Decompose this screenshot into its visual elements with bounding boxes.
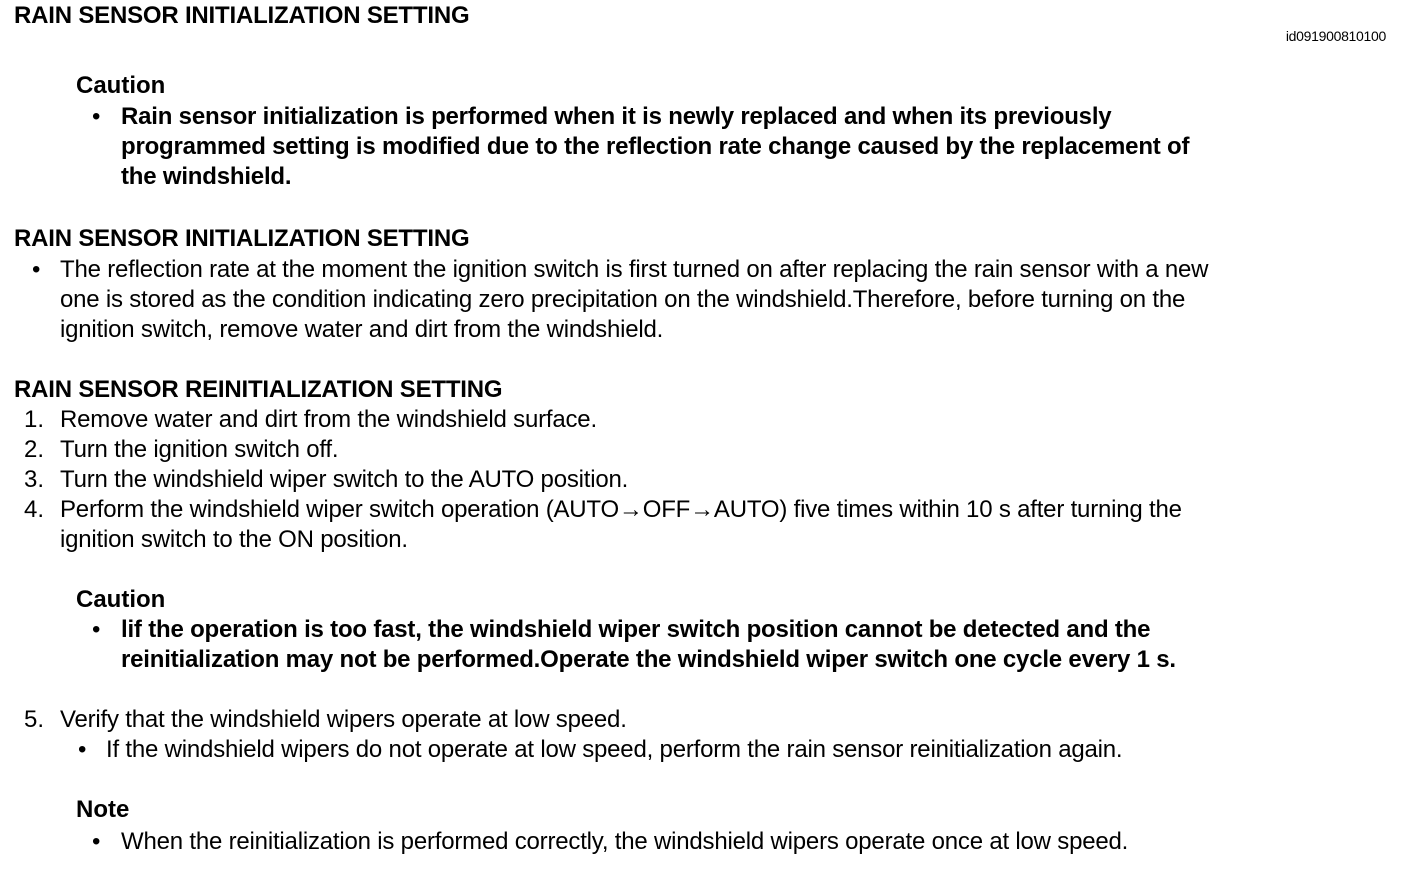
caution-text-line-2: programmed setting is modified due to the reflection rate change caused by the replacement of xyxy=(121,133,1190,160)
step-text: Turn the ignition switch off. xyxy=(60,436,339,463)
note-text: When the reinitialization is performed correctly, the windshield wipers operate once at low speed. xyxy=(121,828,1129,855)
step-text: Perform the windshield wiper switch operation (AUTO→OFF→AUTO) five times within 10 s after turning the xyxy=(60,496,1182,523)
bullet-icon: • xyxy=(92,828,101,855)
section-heading-initialization: RAIN SENSOR INITIALIZATION SETTING xyxy=(14,225,470,252)
section-heading-reinitialization: RAIN SENSOR REINITIALIZATION SETTING xyxy=(14,376,503,403)
document-id: id091900810100 xyxy=(1285,28,1386,44)
caution-text-line-1: Rain sensor initialization is performed when it is newly replaced and when its previously xyxy=(121,103,1112,130)
caution-text-line-3: the windshield. xyxy=(121,163,292,190)
bullet-icon: • xyxy=(32,256,41,283)
init-text-line-2: one is stored as the condition indicating zero precipitation on the windshield.Therefore, before turning on the xyxy=(60,286,1186,313)
init-text-line-1: The reflection rate at the moment the ignition switch is first turned on after replacing the rain sensor with a new xyxy=(60,256,1209,283)
note-title: Note xyxy=(76,796,130,823)
step-text-continued: ignition switch to the ON position. xyxy=(60,526,408,553)
step-text: Verify that the windshield wipers operate at low speed. xyxy=(60,706,627,733)
bullet-icon: • xyxy=(92,616,101,643)
step-number: 3. xyxy=(24,466,45,493)
step-text: Remove water and dirt from the windshield surface. xyxy=(60,406,597,433)
step-number: 2. xyxy=(24,436,45,463)
step-number: 1. xyxy=(24,406,45,433)
step-number: 4. xyxy=(24,496,45,523)
caution-title: Caution xyxy=(76,72,166,99)
step-sub-bullet-text: If the windshield wipers do not operate at low speed, perform the rain sensor reinitialization again. xyxy=(106,736,1123,763)
caution-text-line-1: lif the operation is too fast, the windshield wiper switch position cannot be detected and the xyxy=(121,616,1151,643)
init-text-line-3: ignition switch, remove water and dirt from the windshield. xyxy=(60,316,664,343)
step-text: Turn the windshield wiper switch to the AUTO position. xyxy=(60,466,629,493)
caution-text-line-2: reinitialization may not be performed.Operate the windshield wiper switch one cycle every 1 s. xyxy=(121,646,1176,673)
page-title: RAIN SENSOR INITIALIZATION SETTING xyxy=(14,2,470,29)
step-number: 5. xyxy=(24,706,45,733)
bullet-icon: • xyxy=(92,103,101,130)
caution-title: Caution xyxy=(76,586,166,613)
bullet-icon: • xyxy=(78,736,87,763)
